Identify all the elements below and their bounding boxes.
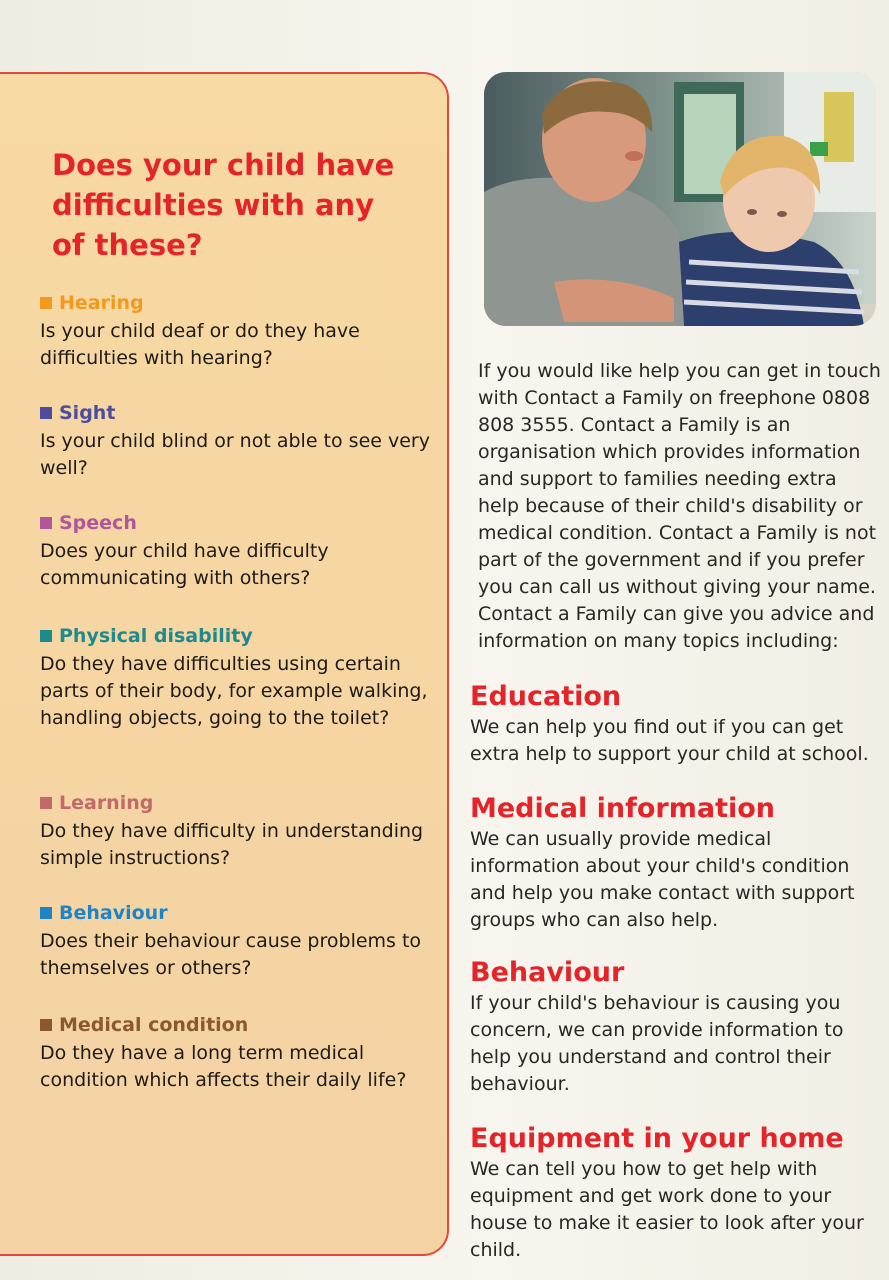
section-text: If your child's behaviour is causing you concern, we can provide information to help you understand and control their behaviour.	[470, 992, 844, 1095]
question-physical-disability	[40, 623, 430, 732]
question-text: Do they have difficulties using certain parts of their body, for example walking, handling objects, going to the toilet?	[40, 653, 428, 729]
orange-square-bullet-icon	[40, 297, 52, 309]
question-label: Medical condition	[59, 1014, 249, 1036]
section-behaviour	[470, 956, 880, 1098]
section-text: We can help you find out if you can get extra help to support your child at school.	[470, 716, 869, 765]
teal-square-bullet-icon	[40, 630, 52, 642]
blue-square-bullet-icon	[40, 907, 52, 919]
question-learning	[40, 790, 430, 872]
question-label: Behaviour	[59, 902, 168, 924]
section-heading: Equipment in your home	[470, 1123, 844, 1154]
section-equipment-in-your-home	[470, 1122, 880, 1264]
question-behaviour	[40, 900, 430, 982]
question-text: Do they have a long term medical condition which affects their daily life?	[40, 1042, 407, 1091]
question-text: Does your child have difficulty communicating with others?	[40, 540, 329, 589]
section-text: We can tell you how to get help with equipment and get work done to your house to make it easier to look after your child.	[470, 1158, 864, 1261]
section-text: We can usually provide medical information about your child's condition and help you make contact with support groups who can also help.	[470, 828, 855, 931]
section-heading: Medical information	[470, 793, 776, 824]
question-text: Does their behaviour cause problems to themselves or others?	[40, 930, 422, 979]
question-sight	[40, 400, 430, 482]
question-label: Speech	[59, 512, 137, 534]
intro-paragraph: If you would like help you can get in touch with Contact a Family on freephone 0808 808 3555. Contact a Family is an organisation which provides information and support to families needing extra help because of their child's disability or medical condition. Contact a Family is not part of the government and if you prefer you can call us without giving your name. Contact a Family can give you advice and information on many topics including:	[478, 360, 881, 652]
section-education	[470, 680, 880, 768]
question-text: Is your child blind or not able to see very well?	[40, 430, 430, 479]
photo-illustration	[484, 72, 876, 326]
section-heading: Behaviour	[470, 957, 625, 988]
question-speech	[40, 510, 430, 592]
section-heading: Education	[470, 681, 622, 712]
purple-square-bullet-icon	[40, 407, 52, 419]
questions-title: Does your child have difficulties with any of these?	[52, 148, 395, 262]
question-text: Do they have difficulty in understanding simple instructions?	[40, 820, 424, 869]
question-label: Physical disability	[59, 625, 253, 647]
pink-square-bullet-icon	[40, 517, 52, 529]
question-medical-condition	[40, 1012, 430, 1094]
question-label: Hearing	[59, 292, 144, 314]
question-hearing	[40, 290, 430, 372]
father-and-child-photo	[484, 72, 876, 326]
section-medical-information	[470, 792, 880, 934]
question-text: Is your child deaf or do they have difficulties with hearing?	[40, 320, 360, 369]
question-label: Learning	[59, 792, 154, 814]
brown-square-bullet-icon	[40, 1019, 52, 1031]
rose-square-bullet-icon	[40, 797, 52, 809]
question-label: Sight	[59, 402, 116, 424]
